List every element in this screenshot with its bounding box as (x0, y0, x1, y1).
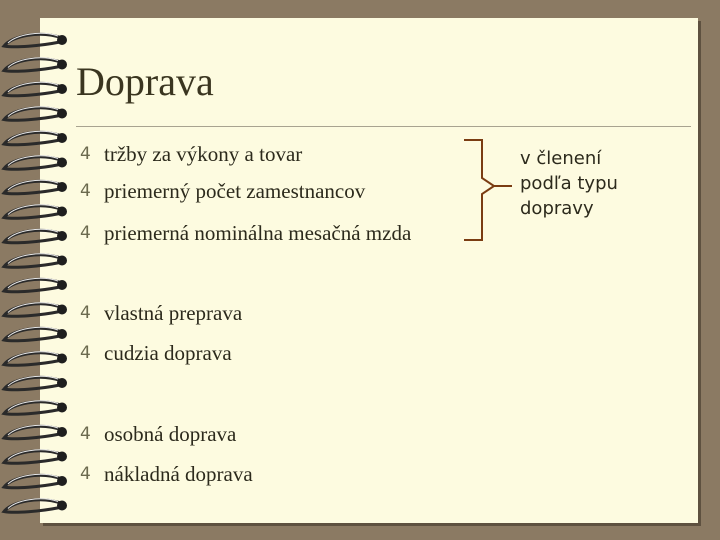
spiral-ring (4, 34, 62, 46)
spiral-ring (4, 353, 62, 365)
binding-hole (57, 84, 67, 94)
binding-hole (57, 207, 67, 217)
bullet-text: cudzia doprava (104, 341, 232, 365)
numeral-4-bullet-icon: 4 (80, 223, 91, 243)
bullet-item (80, 461, 253, 487)
binding-hole (57, 305, 67, 315)
bullet-text: priemerná nominálna mesačná mzda (104, 221, 412, 245)
bullet-text: vlastná preprava (104, 301, 243, 325)
numeral-4-bullet-icon: 4 (80, 464, 91, 484)
binding-hole (57, 35, 67, 45)
spiral-ring (4, 132, 62, 144)
spiral-ring (4, 475, 62, 487)
binding-hole (57, 182, 67, 192)
bullet-text: nákladná doprava (104, 462, 253, 486)
spiral-ring (4, 451, 62, 463)
spiral-ring (4, 402, 62, 414)
spiral-ring (4, 328, 62, 340)
binding-hole (57, 501, 67, 511)
title-divider (76, 126, 691, 127)
bullet-text: tržby za výkony a tovar (104, 142, 303, 166)
spiral-ring (4, 83, 62, 95)
spiral-ring (4, 426, 62, 438)
binding-hole (57, 452, 67, 462)
bullet-item (80, 178, 365, 204)
spiral-ring (4, 181, 62, 193)
binding-hole (57, 60, 67, 70)
bullet-text: priemerný počet zamestnancov (104, 179, 366, 203)
spiral-ring (4, 59, 62, 71)
bullet-text: osobná doprava (104, 422, 237, 446)
spiral-binding-icon (0, 0, 80, 540)
numeral-4-bullet-icon: 4 (80, 181, 91, 201)
spiral-ring (4, 157, 62, 169)
note-line: v členení (520, 148, 602, 169)
bullet-item (80, 220, 411, 246)
binding-hole (57, 378, 67, 388)
bullet-item (80, 141, 302, 167)
note-line: dopravy (520, 198, 594, 219)
spiral-ring (4, 500, 62, 512)
binding-hole (57, 133, 67, 143)
spiral-ring (4, 108, 62, 120)
binding-hole (57, 158, 67, 168)
binding-hole (57, 231, 67, 241)
numeral-4-bullet-icon: 4 (80, 144, 91, 164)
bullet-item (80, 340, 232, 366)
spiral-ring (4, 279, 62, 291)
spiral-ring (4, 230, 62, 242)
spiral-ring (4, 377, 62, 389)
note-line: podľa typu (520, 173, 618, 194)
binding-hole (57, 109, 67, 119)
binding-hole (57, 256, 67, 266)
numeral-4-bullet-icon: 4 (80, 303, 91, 323)
spiral-ring (4, 255, 62, 267)
binding-hole (57, 476, 67, 486)
brace-note (520, 146, 618, 221)
bullet-item (80, 421, 236, 447)
bullet-item (80, 300, 242, 326)
spiral-ring (4, 304, 62, 316)
binding-hole (57, 280, 67, 290)
numeral-4-bullet-icon: 4 (80, 343, 91, 363)
binding-hole (57, 427, 67, 437)
binding-hole (57, 354, 67, 364)
binding-hole (57, 329, 67, 339)
spiral-ring (4, 206, 62, 218)
binding-hole (57, 403, 67, 413)
page-title: Doprava (76, 59, 214, 104)
numeral-4-bullet-icon: 4 (80, 424, 91, 444)
